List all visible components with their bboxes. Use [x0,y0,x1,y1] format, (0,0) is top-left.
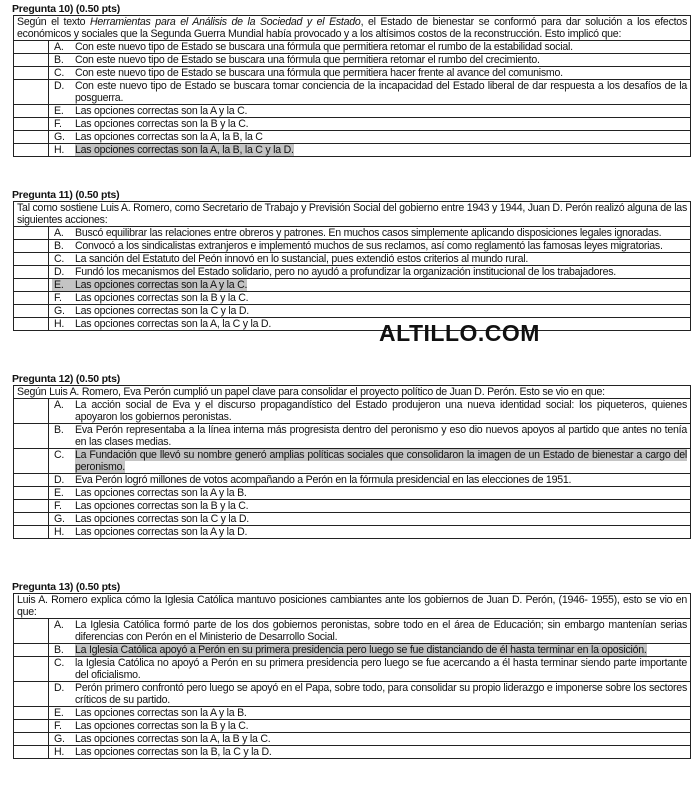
question-12 [13,373,691,539]
answer-cell[interactable] [14,41,49,54]
option-text: Con este nuevo tipo de Estado se buscara una fórmula que permitiera retomar el rumbo de la estabilidad social. [75,41,573,53]
option-row-f[interactable] [14,500,691,513]
option-row-h[interactable] [14,144,691,157]
option-row-c[interactable] [14,253,691,266]
answer-cell[interactable] [14,318,49,331]
option-row-c[interactable] [14,67,691,80]
option-letter: H. [54,318,65,330]
question-stem [14,202,691,227]
question-11 [13,189,691,331]
option-letter: E. [54,707,64,719]
answer-cell[interactable] [14,500,49,513]
option-cell[interactable] [49,67,691,80]
option-text: Las opciones correctas son la A y la D. [75,526,248,538]
option-text: Fundó los mecanismos del Estado solidario, pero no ayudó a profundizar la organización institucional de los trabajadores. [75,266,616,278]
option-text: Las opciones correctas son la B, la C y la D. [75,746,272,758]
option-row-h[interactable] [14,526,691,539]
option-cell[interactable] [49,424,691,449]
option-row-b[interactable] [14,644,691,657]
question-13 [13,581,691,759]
option-row-a[interactable] [14,41,691,54]
option-cell[interactable] [49,279,691,292]
option-letter: E. [54,105,64,117]
answer-cell[interactable] [14,266,49,279]
option-cell[interactable] [49,318,691,331]
option-text: Las opciones correctas son la A, la B, la C y la D. [75,144,294,156]
option-text: La acción social de Eva y el discurso propagandístico del Estado produjeron una nueva identidad social: los piqueteros, quienes apoyaron los gobiernos peronistas. [75,399,687,423]
option-row-g[interactable] [14,131,691,144]
option-cell[interactable] [49,80,691,105]
option-letter: H. [54,144,65,156]
option-cell[interactable] [49,253,691,266]
option-letter: F. [54,292,62,304]
stem-text: Según el texto [17,16,90,28]
option-text: Eva Perón representaba a la línea interna más progresista dentro del peronismo y eso dio nuevos apoyos al partido que antes no tenía en las clases medias. [75,424,687,448]
option-row-h[interactable] [14,318,691,331]
option-letter: D. [54,474,65,486]
option-cell[interactable] [49,240,691,253]
option-letter: B. [54,54,64,66]
option-cell[interactable] [49,746,691,759]
option-row-e[interactable] [14,487,691,500]
question-table [13,385,691,539]
option-letter: A. [54,619,64,631]
option-letter: B. [54,644,64,656]
option-row-g[interactable] [14,305,691,318]
answer-cell[interactable] [14,526,49,539]
answer-cell[interactable] [14,449,49,474]
option-row-b[interactable] [14,424,691,449]
option-text: Las opciones correctas son la A, la C y la D. [75,318,272,330]
option-text: Las opciones correctas son la B y la C. [75,292,249,304]
stem-title: Herramientas para el Análisis de la Sociedad y el Estado [90,16,361,28]
option-text: Las opciones correctas son la B y la C. [75,118,249,130]
option-row-a[interactable] [14,227,691,240]
option-text: Las opciones correctas son la A y la B. [75,487,247,499]
option-text: Buscó equilibrar las relaciones entre obreros y patrones. En muchos casos simplemente aplicando disposiciones legales ignoradas. [75,227,662,239]
option-text: La Iglesia Católica formó parte de los dos gobiernos peronistas, sobre todo en el área de Educación; sin embargo mantenían serias diferencias con Perón en el Ministerio de Desarrollo Social. [75,619,687,643]
answer-cell[interactable] [14,513,49,526]
option-row-c[interactable] [14,657,691,682]
option-letter: G. [54,733,65,745]
option-cell[interactable] [49,707,691,720]
answer-cell[interactable] [14,292,49,305]
option-cell[interactable] [49,513,691,526]
answer-cell[interactable] [14,80,49,105]
option-letter: F. [54,500,62,512]
option-letter: E. [52,279,75,291]
option-cell[interactable] [49,131,691,144]
option-text: La Iglesia Católica apoyó a Perón en su primera presidencia pero luego se fue distanciando de él hasta terminar en la oposición. [75,644,647,656]
question-stem [14,386,691,399]
option-letter: D. [54,266,65,278]
question-title: Pregunta 11) (0.50 pts) [12,189,120,201]
option-text: Las opciones correctas son la A y la B. [75,707,247,719]
answer-cell[interactable] [14,487,49,500]
option-cell[interactable] [49,487,691,500]
answer-cell[interactable] [14,424,49,449]
option-cell[interactable] [49,54,691,67]
answer-cell[interactable] [14,399,49,424]
option-letter: C. [54,449,65,461]
option-letter: G. [54,513,65,525]
stem-text: , el Estado de bienestar se conformó para dar solución a los efectos económicos y sociales que la Segunda Guerra Mundial había provocado y a los altísimos costos de la reconstrucción. Esto implicó que: [17,16,687,40]
option-text: Convocó a los sindicalistas extranjeros e implementó muchos de sus reclamos, así como reglamentó las famosas leyes migratorias. [75,240,663,252]
stem-text: Luis A. Romero explica cómo la Iglesia Católica mantuvo posiciones cambiantes ante los gobiernos de Juan D. Perón, (1946- 1955), esto se vio en que: [17,594,687,618]
option-cell[interactable] [49,144,691,157]
answer-cell[interactable] [14,227,49,240]
answer-cell[interactable] [14,474,49,487]
option-letter: B. [54,424,64,436]
option-letter: C. [54,657,65,669]
question-table [13,201,691,331]
stem-text: Tal como sostiene Luis A. Romero, como Secretario de Trabajo y Previsión Social del gobierno entre 1943 y 1944, Juan D. Perón realizó alguna de las siguientes acciones: [17,202,687,226]
question-stem [14,16,691,41]
option-cell[interactable] [49,500,691,513]
option-text: Las opciones correctas son la A y la C. [75,105,248,117]
option-letter: A. [54,41,64,53]
option-cell[interactable] [49,399,691,424]
option-text: Con este nuevo tipo de Estado se buscara una fórmula que permitiera hacer frente al avance del comunismo. [75,67,563,79]
answer-cell[interactable] [14,644,49,657]
answer-cell[interactable] [14,720,49,733]
option-cell[interactable] [49,657,691,682]
question-title: Pregunta 10) (0.50 pts) [12,3,121,15]
option-letter: D. [54,80,65,92]
option-letter: B. [54,240,64,252]
option-row-d[interactable] [14,474,691,487]
option-cell[interactable] [49,733,691,746]
option-letter: H. [54,526,65,538]
option-text: Las opciones correctas son la A y la C. [75,279,248,291]
option-cell[interactable] [49,449,691,474]
answer-cell[interactable] [14,707,49,720]
answer-cell[interactable] [14,144,49,157]
answer-cell[interactable] [14,54,49,67]
option-text: Las opciones correctas son la C y la D. [75,513,249,525]
option-text: Las opciones correctas son la B y la C. [75,500,249,512]
question-10 [13,3,691,157]
option-row-g[interactable] [14,733,691,746]
answer-cell[interactable] [14,657,49,682]
answer-cell[interactable] [14,105,49,118]
option-text: La Fundación que llevó su nombre generó amplias políticas sociales que consolidaron la imagen de un Estado de bienestar a cargo del peronismo. [75,449,687,473]
option-cell[interactable] [49,474,691,487]
option-cell[interactable] [49,292,691,305]
option-row-f[interactable] [14,118,691,131]
stem-text: Según Luis A. Romero, Eva Perón cumplió un papel clave para consolidar el proyecto político de Juan D. Perón. Esto se vio en que: [17,386,605,398]
watermark: ALTILLO.COM [379,320,540,346]
option-cell[interactable] [49,682,691,707]
option-text: Las opciones correctas son la C y la D. [75,305,249,317]
answer-cell[interactable] [14,253,49,266]
answer-cell[interactable] [14,240,49,253]
option-cell[interactable] [49,105,691,118]
option-cell[interactable] [49,720,691,733]
option-letter: F. [54,720,62,732]
option-letter: C. [54,253,65,265]
answer-cell[interactable] [14,118,49,131]
option-row-b[interactable] [14,240,691,253]
option-letter: A. [54,399,64,411]
answer-cell[interactable] [14,131,49,144]
option-text: La sanción del Estatuto del Peón innovó en lo sustancial, pues extendió estos criterios al mundo rural. [75,253,529,265]
option-text: Con este nuevo tipo de Estado se buscara tomar conciencia de la incapacidad del Estado liberal de dar respuesta a los desafíos de la posguerra. [75,80,687,104]
option-letter: H. [54,746,65,758]
option-letter: E. [54,487,64,499]
option-cell[interactable] [49,644,691,657]
option-row-e[interactable] [14,279,691,292]
answer-cell[interactable] [14,279,49,292]
option-cell[interactable] [49,305,691,318]
option-row-d[interactable] [14,80,691,105]
question-stem [14,594,691,619]
answer-cell[interactable] [14,682,49,707]
option-row-e[interactable] [14,105,691,118]
option-text: Eva Perón logró millones de votos acompañando a Perón en la fórmula presidencial en las elecciones de 1951. [75,474,572,486]
option-cell[interactable] [49,526,691,539]
option-row-e[interactable] [14,707,691,720]
option-row-c[interactable] [14,449,691,474]
question-title: Pregunta 13) (0.50 pts) [12,581,121,593]
option-cell[interactable] [49,227,691,240]
answer-cell[interactable] [14,619,49,644]
question-table [13,15,691,157]
option-row-h[interactable] [14,746,691,759]
option-letter: G. [54,131,65,143]
option-cell[interactable] [49,266,691,279]
option-text: Con este nuevo tipo de Estado se buscara una fórmula que permitiera retomar el rumbo del crecimiento. [75,54,540,66]
answer-cell[interactable] [14,305,49,318]
answer-cell[interactable] [14,746,49,759]
option-row-g[interactable] [14,513,691,526]
option-text: Las opciones correctas son la B y la C. [75,720,249,732]
option-row-b[interactable] [14,54,691,67]
option-cell[interactable] [49,118,691,131]
option-letter: D. [54,682,65,694]
option-row-d[interactable] [14,682,691,707]
answer-cell[interactable] [14,733,49,746]
option-row-d[interactable] [14,266,691,279]
option-row-f[interactable] [14,720,691,733]
option-letter: C. [54,67,65,79]
option-text: la Iglesia Católica no apoyó a Perón en su primera presidencia pero luego se fue acercando a él hasta terminar siendo parte importante del oficialismo. [75,657,687,681]
answer-cell[interactable] [14,67,49,80]
option-cell[interactable] [49,619,691,644]
option-row-a[interactable] [14,619,691,644]
option-row-a[interactable] [14,399,691,424]
option-letter: F. [54,118,62,130]
question-table [13,593,691,759]
option-text: Las opciones correctas son la A, la B, la C [75,131,263,143]
option-cell[interactable] [49,41,691,54]
question-title: Pregunta 12) (0.50 pts) [12,373,121,385]
option-text: Las opciones correctas son la A, la B y la C. [75,733,271,745]
option-letter: A. [54,227,64,239]
option-text: Perón primero confrontó pero luego se apoyó en el Papa, sobre todo, para consolidar su propio liderazgo e imponerse sobre los sectores críticos de su partido. [75,682,687,706]
option-row-f[interactable] [14,292,691,305]
option-letter: G. [54,305,65,317]
